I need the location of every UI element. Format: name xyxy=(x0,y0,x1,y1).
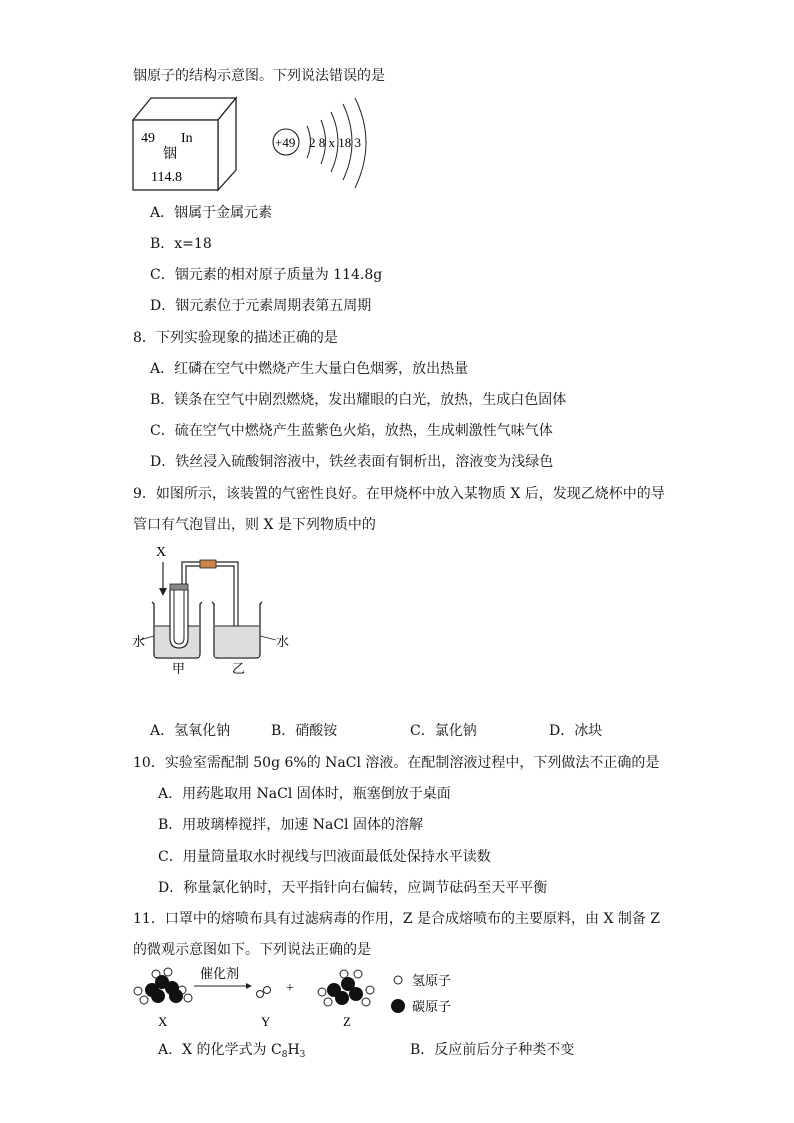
beaker-a-label: 甲 xyxy=(172,661,186,676)
q8-option-b[interactable]: B．镁条在空气中剧烈燃烧，发出耀眼的白光，放热，生成白色固体 xyxy=(150,392,567,408)
q7-stem: 铟原子的结构示意图。下列说法错误的是 xyxy=(133,68,385,84)
q11-stem-line2: 的微观示意图如下。下列说法正确的是 xyxy=(133,942,371,958)
q9-option-d[interactable]: D．冰块 xyxy=(549,723,603,739)
label-y: Y xyxy=(261,1014,271,1029)
element-name: 铟 xyxy=(163,147,177,162)
q10-option-b[interactable]: B．用玻璃棒搅拌，加速 NaCl 固体的溶解 xyxy=(158,817,423,833)
q11-option-a-text: A．X 的化学式为 C xyxy=(158,1042,282,1058)
q9-stem-line1: 9．如图所示，该装置的气密性良好。在甲烧杯中放入某物质 X 后，发现乙烧杯中的导 xyxy=(133,486,665,502)
molecule-y xyxy=(257,987,271,998)
element-symbol: In xyxy=(181,131,193,146)
beaker-b-label: 乙 xyxy=(232,661,246,676)
q10-option-a[interactable]: A．用药匙取用 NaCl 固体时，瓶塞倒放于桌面 xyxy=(158,786,451,802)
q9-option-b[interactable]: B．硝酸铵 xyxy=(271,723,338,739)
q10-option-c[interactable]: C．用量筒量取水时视线与凹液面最低处保持水平读数 xyxy=(158,849,491,865)
q11-option-a[interactable] xyxy=(158,1041,305,1064)
element-card xyxy=(133,98,236,190)
beaker-b xyxy=(212,602,262,658)
plus-sign: + xyxy=(286,981,294,996)
q11-option-a-mid: H xyxy=(287,1042,300,1058)
nucleus-charge: +49 xyxy=(275,135,296,150)
q9-option-a[interactable]: A．氢氧化钠 xyxy=(150,723,231,739)
q9-option-c[interactable]: C．氯化钠 xyxy=(410,723,477,739)
label-z: Z xyxy=(343,1014,351,1029)
q11-reaction-figure xyxy=(130,964,490,1030)
q9-apparatus-figure xyxy=(130,540,300,680)
q8-option-c[interactable]: C．硫在空气中燃烧产生蓝紫色火焰，放热，生成刺激性气味气体 xyxy=(150,423,553,439)
x-label: X xyxy=(156,545,167,560)
q10-option-d[interactable]: D．称量氯化钠时，天平指针向右偏转，应调节砝码至天平平衡 xyxy=(158,880,548,896)
water-label-left: 水 xyxy=(132,634,146,649)
element-number: 49 xyxy=(141,131,155,146)
q8-stem: 8．下列实验现象的描述正确的是 xyxy=(133,330,338,346)
legend xyxy=(391,973,451,1014)
q7-option-a[interactable]: A．铟属于金属元素 xyxy=(150,205,273,221)
q7-figure xyxy=(125,92,395,202)
element-mass: 114.8 xyxy=(151,170,182,185)
molecule-x xyxy=(134,968,192,1004)
molecule-z xyxy=(318,970,374,1006)
q7-option-d[interactable]: D．铟元素位于元素周期表第五周期 xyxy=(150,298,372,314)
q8-option-d[interactable]: D．铁丝浸入硫酸铜溶液中，铁丝表面有铜析出，溶液变为浅绿色 xyxy=(150,454,554,470)
q8-option-a[interactable]: A．红磷在空气中燃烧产生大量白色烟雾，放出热量 xyxy=(150,361,469,377)
beaker-a xyxy=(152,584,202,658)
q11-option-b[interactable]: B．反应前后分子种类不变 xyxy=(410,1042,575,1058)
q9-stem-line2: 管口有气泡冒出，则 X 是下列物质中的 xyxy=(133,517,376,533)
water-label-right: 水 xyxy=(276,634,290,649)
electron-shells: 2 8 x 18 3 xyxy=(309,135,361,150)
q10-stem: 10．实验室需配制 50g 6%的 NaCl 溶液。在配制溶液过程中，下列做法不正确的是 xyxy=(133,755,660,771)
legend-hydrogen: 氢原子 xyxy=(412,973,452,988)
label-x: X xyxy=(158,1014,168,1029)
q11-option-a-sub2: 3 xyxy=(299,1050,306,1060)
catalyst-label: 催化剂 xyxy=(200,966,240,981)
q7-option-b[interactable]: B．x=18 xyxy=(150,236,212,252)
atom-structure-diagram xyxy=(273,98,366,188)
legend-carbon: 碳原子 xyxy=(412,999,452,1014)
q7-option-c[interactable]: C．铟元素的相对原子质量为 114.8g xyxy=(150,267,383,283)
q11-option-a-sub1: 8 xyxy=(281,1050,288,1060)
q11-stem-line1: 11．口罩中的熔喷布具有过滤病毒的作用，Z 是合成熔喷布的主要原料，由 X 制备 Z xyxy=(133,911,661,927)
